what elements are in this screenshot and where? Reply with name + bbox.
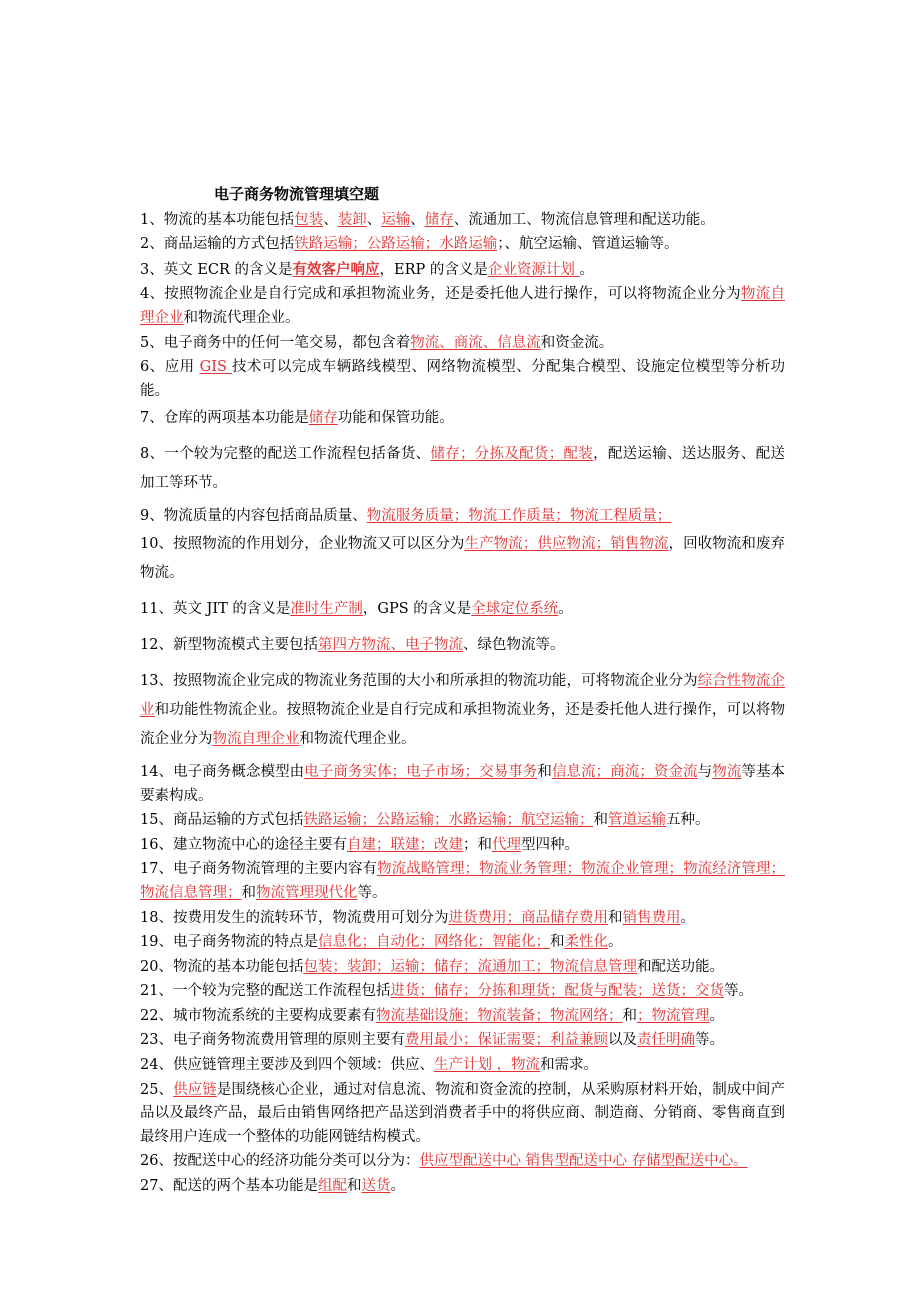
question-text: 、 (410, 211, 425, 228)
question-item (140, 956, 785, 980)
question-text: 2、商品运输的方式包括 (140, 236, 295, 253)
question-item (140, 1005, 785, 1029)
question-item (140, 858, 785, 905)
question-text: ，配送运输、送达服务、配送加工等环节。 (140, 446, 786, 492)
question-text: 。 (709, 1007, 724, 1024)
answer-text: ；物流管理 (636, 1007, 710, 1024)
question-text: 、 (323, 211, 338, 228)
question-text: 16、建立物流中心的途径主要有 (140, 836, 347, 853)
question-item (140, 356, 785, 403)
question-text: 20、物流的基本功能包括 (140, 958, 304, 975)
answer-text: 销售费用 (622, 909, 681, 926)
answer-text: 供应型配送中心 销售型配送中心 存储型配送中心。 (419, 1153, 748, 1170)
question-text: 等。 (694, 1032, 724, 1049)
question-text: 27、配送的两个基本功能是 (140, 1178, 318, 1195)
question-text: 。 (680, 909, 695, 926)
question-item (140, 667, 785, 754)
question-text: 。 (579, 261, 595, 278)
answer-text: 自建；联建；改建 (346, 836, 463, 853)
answer-text-bold: 有效客户响应 (292, 260, 380, 278)
answer-text: 第四方物流、电子物流 (317, 636, 463, 653)
question-text: 。 (607, 934, 623, 951)
question-text: 3、英文 ECR 的含义是 (140, 261, 293, 278)
answer-text: 代理 (491, 836, 521, 853)
answer-text: 铁路运输；公路运输；水路运输 (294, 236, 498, 253)
answer-text: 生产物流；供应物流；销售物流 (464, 535, 669, 552)
answer-text: 企业资源计划 (487, 261, 580, 278)
question-text: 型四种。 (520, 836, 579, 853)
answer-text: 责任明确 (636, 1032, 695, 1049)
answer-text: 物流战略管理；物流业务管理；物流企业管理；物流经济管理；物流信息管理； (140, 861, 786, 901)
answer-text: 信息化；自动化；网络化；智能化； (317, 934, 550, 951)
question-text: 4、按照物流企业是自行完成和承担物流业务，还是委托他人进行操作，可以将物流企业分为 (140, 286, 741, 303)
question-text: 和物流代理企业。 (299, 730, 416, 747)
question-item (140, 907, 785, 931)
question-text: 和 (241, 884, 256, 901)
answer-text: 物流服务质量；物流工作质量；物流工程质量； (366, 508, 672, 525)
answer-text: 柔性化 (564, 934, 608, 951)
question-text: 13、按照物流企业完成的物流业务范围的大小和所承担的物流功能，可将物流企业分为 (140, 672, 698, 689)
question-text: 、绿色物流等。 (462, 636, 565, 653)
question-text: 19、电子商务物流的特点是 (140, 934, 318, 951)
question-text: 8、一个较为完整的配送工作流程包括备货、 (140, 446, 431, 463)
question-item (140, 631, 785, 660)
question-list (140, 209, 785, 1199)
question-text: 14、电子商务概念模型由 (140, 763, 305, 780)
question-item (140, 931, 785, 955)
answer-text: 电子商务实体；电子市场；交易事务 (304, 763, 538, 780)
question-text: 等。 (357, 884, 387, 901)
answer-text: 包装；装卸；运输；储存；流通加工；物流信息管理 (303, 958, 637, 975)
question-text: ；、航空运输、管道运输等。 (497, 236, 679, 253)
question-text: 和 (593, 812, 608, 829)
question-item (140, 404, 785, 433)
question-item (140, 233, 785, 257)
question-item (140, 332, 785, 356)
question-text: 是围绕核心企业，通过对信息流、物流和资金流的控制，从采购原材料开始，制成中间产品以及最终产品，最后由销售网络把产品送到消费者手中的将供应商、制造商、分销商、零售商直到最终用户连成一个整体的功能网链结构模式。 (140, 1081, 786, 1145)
question-item (140, 258, 785, 283)
question-text: 18、按费用发生的流转环节，物流费用可划分为 (140, 909, 449, 926)
question-text: 与 (697, 763, 713, 780)
question-item (140, 283, 785, 330)
question-text: 9、物流质量的内容包括商品质量、 (140, 508, 367, 525)
question-text: 10、按照物流的作用划分，企业物流又可以区分为 (140, 535, 465, 552)
question-item (140, 505, 785, 529)
question-item (140, 1175, 785, 1199)
question-text: 和 (607, 909, 623, 926)
question-text: 21、一个较为完整的配送工作流程包括 (140, 983, 391, 1000)
answer-text: 储存 (424, 211, 454, 228)
question-text: 和 (537, 763, 552, 780)
question-text: 和需求。 (540, 1057, 599, 1074)
answer-text: 物流自理企业 (212, 730, 300, 747)
answer-text: 储存；分拣及配货；配装 (430, 446, 594, 463)
question-text: 15、商品运输的方式包括 (140, 812, 304, 829)
answer-text: 运输 (381, 211, 411, 228)
answer-text: 物流管理现代化 (256, 884, 358, 901)
question-text: ；和 (462, 836, 492, 853)
question-text: 。 (390, 1178, 405, 1195)
question-text: ，回收物流和废弃物流。 (140, 535, 786, 581)
question-text: 12、新型物流模式主要包括 (140, 636, 318, 653)
question-item (140, 1079, 785, 1150)
answer-text: 装卸 (337, 211, 367, 228)
question-text: 24、供应链管理主要涉及到四个领域：供应、 (140, 1057, 434, 1074)
question-text: 1、物流的基本功能包括 (140, 211, 295, 228)
question-text: 7、仓库的两项基本功能是 (140, 410, 309, 427)
answer-text: 全球定位系统 (471, 600, 559, 617)
question-text: 5、电子商务中的任何一笔交易，都包含着 (140, 334, 411, 351)
answer-text: 管道运输 (607, 812, 666, 829)
answer-text: 物流、商流、信息流 (410, 334, 541, 351)
question-item (140, 809, 785, 833)
question-text: 和 (346, 1178, 362, 1195)
question-text: 和物流代理企业。 (183, 309, 300, 326)
question-item (140, 595, 785, 624)
answer-text: 费用最小；保证需要；利益兼顾 (404, 1032, 608, 1049)
question-text: ，ERP 的含义是 (379, 261, 488, 278)
question-text: 。 (558, 600, 573, 617)
question-item (140, 1150, 785, 1174)
question-text: 23、电子商务物流费用管理的原则主要有 (140, 1032, 405, 1049)
question-text: 等。 (723, 983, 753, 1000)
question-text: 以及 (607, 1032, 637, 1049)
question-text: 等基本要素构成。 (140, 763, 786, 804)
answer-text: 准时生产制 (290, 600, 363, 617)
question-item (140, 834, 785, 858)
answer-text: 综合性物流企业 (140, 672, 785, 718)
question-text: 6、应用 (140, 359, 200, 376)
answer-text: 进货费用；商品储存费用 (448, 909, 608, 926)
question-item (140, 440, 785, 498)
answer-text: 物流 (712, 763, 742, 780)
answer-text: 物流自理企业 (140, 286, 785, 326)
answer-text: GIS (199, 359, 232, 376)
question-item (140, 761, 785, 808)
question-text: 、流通加工、物流信息管理和配送功能。 (453, 211, 715, 228)
question-text: 五种。 (665, 812, 710, 829)
question-item (140, 980, 785, 1004)
page-title: 电子商务物流管理填空题 (214, 185, 380, 203)
question-text: 26、按配送中心的经济功能分类可以分为： (140, 1153, 420, 1170)
answer-text: 进货；储存；分拣和理货；配货与配装；送货；交货 (390, 983, 724, 1000)
question-text: 和资金流。 (540, 334, 614, 351)
question-text: 技术可以完成车辆路线模型、网络物流模型、分配集合模型、设施定位模型等分析功能。 (140, 359, 786, 399)
answer-text: 送货 (361, 1178, 391, 1195)
question-text: 和 (622, 1007, 637, 1024)
question-text: 22、城市物流系统的主要构成要素有 (140, 1007, 376, 1024)
answer-text: 生产计划 ，物流 (433, 1057, 541, 1074)
question-text: 和 (549, 934, 565, 951)
question-text: 和功能性物流企业。按照物流企业是自行完成和承担物流业务，还是委托他人进行操作，可以将物流企业分为 (140, 701, 786, 747)
answer-text: 组配 (317, 1178, 347, 1195)
question-item (140, 209, 785, 233)
document-body (140, 183, 785, 1200)
answer-text: 储存 (308, 410, 338, 427)
question-item (140, 1054, 785, 1078)
question-text: 、 (366, 211, 382, 228)
question-item (140, 1029, 785, 1053)
question-text: 功能和保管功能。 (337, 410, 454, 427)
answer-text: 包装 (294, 211, 324, 228)
question-text: 25、 (140, 1081, 174, 1098)
question-text: 17、电子商务物流管理的主要内容有 (140, 861, 378, 878)
question-text: 和配送功能。 (636, 958, 724, 975)
question-text: ，GPS 的含义是 (362, 600, 472, 617)
answer-text: 铁路运输；公路运输；水路运输；航空运输； (303, 812, 594, 829)
question-text: 11、英文 JIT 的含义是 (140, 600, 291, 617)
question-item (140, 530, 785, 588)
answer-text: 信息流；商流；资金流 (551, 763, 698, 780)
answer-text: 物流基础设施；物流装备；物流网络； (375, 1007, 623, 1024)
answer-text: 供应链 (173, 1081, 217, 1098)
